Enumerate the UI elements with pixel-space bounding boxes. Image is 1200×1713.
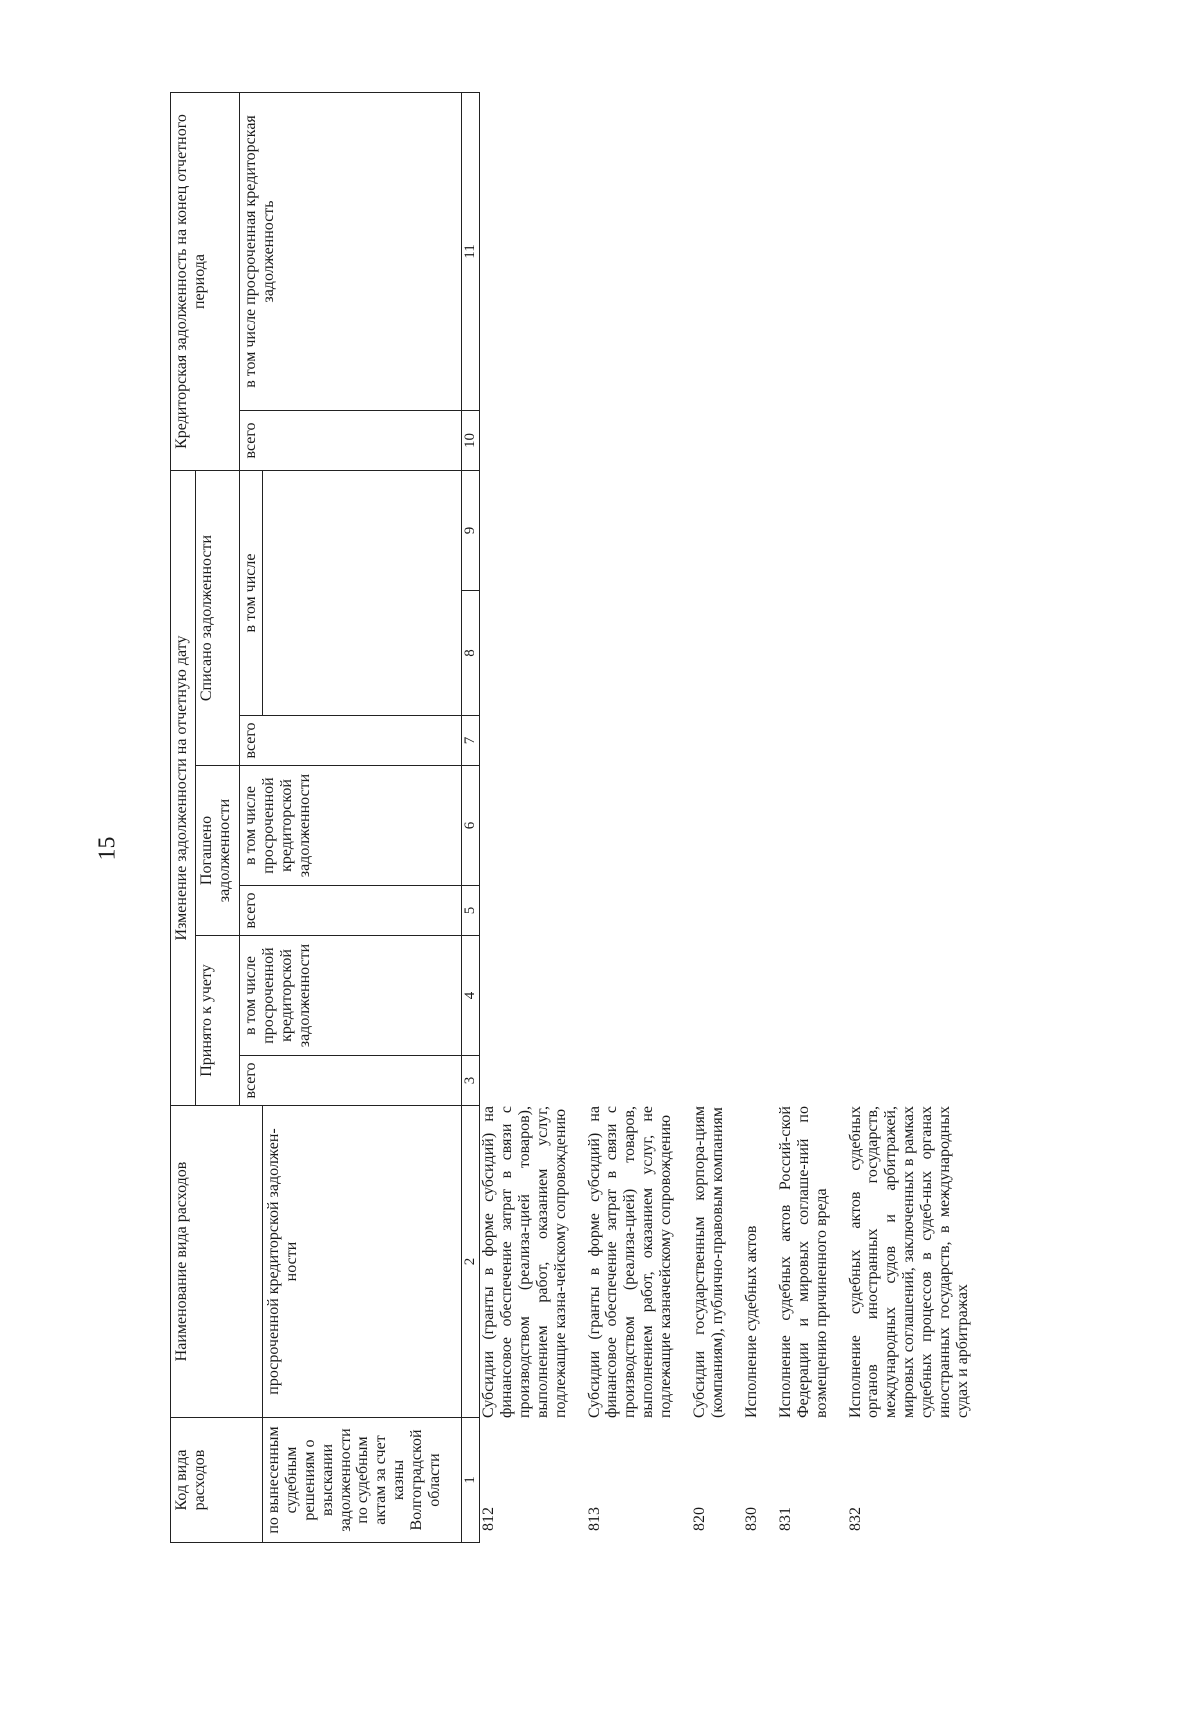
col-num: 10: [462, 411, 480, 471]
row-name: Исполнение судебных актов: [742, 1225, 760, 1418]
header-end-overdue: в том числе просроченная кредиторская задолженность: [239, 93, 461, 411]
header-accepted-total: всего: [239, 1056, 461, 1106]
row-code: 813: [585, 1507, 603, 1531]
table-row: [691, 783, 727, 1543]
header-code: Код вида расходов: [171, 1418, 263, 1543]
col-num: 1: [462, 1418, 480, 1543]
header-repaid: Погашено задолженности: [195, 766, 239, 936]
col-num: 9: [462, 471, 480, 591]
row-name: Исполнение судебных актов Россий-ской Федерации и мировых соглаше-ний по возмещению причиненного вреда: [776, 1106, 830, 1418]
row-name: Исполнение судебных актов судебных органов иностранных государств, международных судов и арбитражей, мировых соглашений, заключенных в рамках судебных процессов в судеб-ных органах иностранных государств, в международных судах и арбитражах: [846, 1106, 971, 1418]
table-header-block: [170, 93, 480, 1543]
row-code: 830: [742, 1507, 760, 1531]
col-num: 2: [462, 1106, 480, 1418]
column-numbers-row: [462, 93, 480, 1543]
col-num: 8: [462, 591, 480, 716]
row-name: Субсидии (гранты в форме субсидий) на финансовое обеспечение затрат в связи с производством (реализа-цией товаров), выполнением работ, оказанием услуг, подлежащие казна-чейскому сопровождению: [480, 1106, 569, 1418]
header-change: Изменение задолженности на отчетную дату: [171, 471, 196, 1106]
col-num: 4: [462, 936, 480, 1056]
header-repaid-total: всего: [239, 886, 461, 936]
header-accepted: Принято к учету: [195, 936, 239, 1106]
header-end-total: всего: [239, 411, 461, 471]
header-written-total: всего: [239, 716, 461, 766]
header-by-court: по вынесенным судебным решениям о взыскании задолженности по судебным актам за счет казны Волгоградской области: [262, 1418, 461, 1543]
table-row: [743, 783, 761, 1543]
row-code: 812: [480, 1507, 497, 1531]
row-code: 831: [776, 1507, 794, 1531]
row-code: 820: [691, 1507, 709, 1531]
header-repaid-overdue: в том числе просроченной кредиторской задолженности: [239, 766, 461, 886]
header-written-off: Списано задолженности: [195, 471, 239, 766]
header-written-overdue: просроченной кредиторской задолжен-ности: [262, 1106, 461, 1418]
row-name: Субсидии (гранты в форме субсидий) на финансовое обеспечение затрат в связи с производством (реализа-цией) товаров, выполнением работ, оказанием услуг, не подлежащие казначейскому сопровождению: [585, 1106, 675, 1418]
table-row: [586, 783, 676, 1543]
table-row: [777, 783, 831, 1543]
col-num: 6: [462, 766, 480, 886]
header-name: Наименование вида расходов: [171, 1106, 263, 1418]
col-num: 5: [462, 886, 480, 936]
table-row: [847, 783, 972, 1543]
header-written-incl: в том числе: [239, 471, 262, 716]
header-credit-end: Кредиторская задолженность на конец отчетного периода: [171, 93, 240, 471]
header-accepted-overdue: в том числе просроченной кредиторской задолженности: [239, 936, 461, 1056]
row-code: 832: [846, 1507, 864, 1531]
col-num: 7: [462, 716, 480, 766]
report-table-header: [170, 92, 480, 1543]
col-num: 11: [462, 93, 480, 411]
row-name: Субсидии государственным корпора-циям (компаниям), публично-правовым компаниям: [691, 1106, 726, 1418]
table-row: [480, 783, 570, 1543]
col-num: 3: [462, 1056, 480, 1106]
page-number: 15: [94, 836, 121, 861]
table-body-rows: [480, 783, 1200, 1543]
